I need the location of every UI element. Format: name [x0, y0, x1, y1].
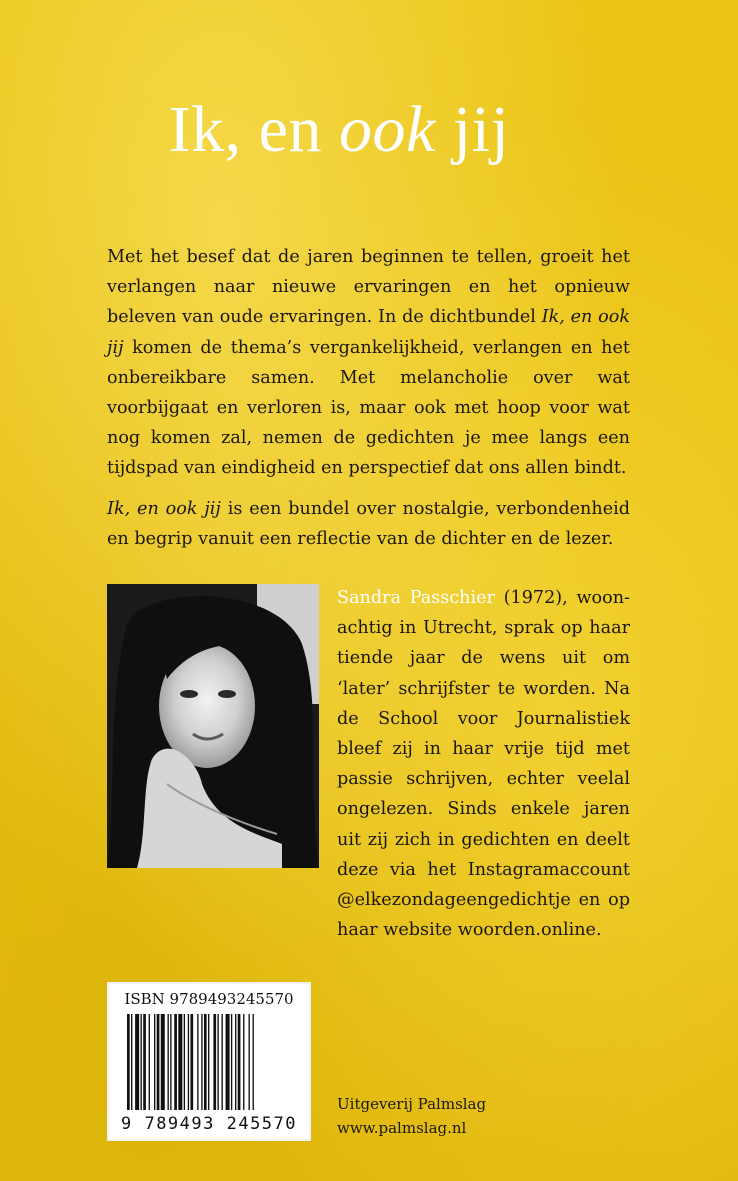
blurb-paragraph-1: [107, 242, 630, 484]
title-part-2: jij: [435, 93, 510, 166]
barcode-bar: [174, 1014, 177, 1110]
barcode-bar: [190, 1014, 193, 1110]
isbn-label: ISBN 9789493245570: [124, 990, 294, 1008]
barcode-bar: [226, 1014, 230, 1110]
publisher-info: [337, 1092, 486, 1140]
barcode-bar: [168, 1014, 169, 1110]
blurb-p2-book-title: Ik, en ook jij: [107, 499, 221, 519]
barcode-bar: [222, 1014, 223, 1110]
barcode-bar: [178, 1014, 182, 1110]
title-part-1: Ik, en: [168, 93, 339, 166]
barcode-bar: [135, 1014, 139, 1110]
barcode-bar: [161, 1014, 165, 1110]
author-name: Sandra Passchier: [337, 588, 495, 608]
barcode-bar: [143, 1014, 146, 1110]
barcode-box: [107, 982, 311, 1141]
barcode-bar: [204, 1014, 207, 1110]
barcode-bar: [235, 1014, 236, 1110]
publisher-name: Uitgeverij Palmslag: [337, 1095, 487, 1113]
blurb-paragraph-2: [107, 494, 630, 554]
barcode-bar: [231, 1014, 232, 1110]
barcode-bar: [184, 1014, 185, 1110]
title-italic: ook: [338, 93, 436, 166]
barcode-bar: [131, 1014, 132, 1110]
book-title: [0, 92, 678, 168]
barcode-bar: [201, 1014, 202, 1110]
barcode-bar: [141, 1014, 142, 1110]
author-photo: [107, 584, 319, 868]
barcode-bar: [157, 1014, 160, 1110]
publisher-website[interactable]: www.palmslag.nl: [337, 1119, 467, 1137]
blurb-p1-book-title: Ik, en ook jij: [107, 307, 630, 358]
barcode-bar: [197, 1014, 198, 1110]
author-bio-text: (1972), woonachtig in Utrecht, sprak op haar tiende jaar de wens uit om ‘later’ schrijfster te worden. Na de School voor Journalistiek bleef zij in haar vrije tijd met passie schrijven, echter veelal ongelezen. Sinds enkele jaren uit zij zich in gedichten en deelt deze via het Instagramaccount @elkezondageengedichtje en op haar website woorden.online.: [337, 588, 630, 941]
barcode-bar: [213, 1014, 216, 1110]
barcode-bar: [217, 1014, 218, 1110]
barcode-bar: [243, 1014, 244, 1110]
barcode-bar: [253, 1014, 254, 1110]
isbn-digits: 9 789493 245570: [120, 1114, 298, 1134]
barcode-bar: [249, 1014, 250, 1110]
blurb-p1-text-a: Met het besef dat de jaren beginnen te tellen, groeit het verlangen naar nieuwe ervaringen en het opnieuw beleven van oude ervaringen. In de dichtbundel: [107, 247, 630, 328]
barcode-bar: [208, 1014, 209, 1110]
barcode-bar: [188, 1014, 189, 1110]
barcode-bar: [154, 1014, 155, 1110]
barcode-bar: [238, 1014, 241, 1110]
barcode-icon: [127, 1014, 291, 1114]
barcode-bar: [149, 1014, 150, 1110]
blurb-p1-text-b: komen de thema’s vergankelijkheid, verlangen en het onbereikbare samen. Met melancholie over wat voorbijgaat en verloren is, maar ook met hoop voor wat nog komen zal, nemen de gedichten je mee langs een tijdspad van eindigheid en perspectief dat ons allen bindt.: [107, 337, 630, 479]
author-portrait-illustration: [107, 584, 319, 868]
author-bio: [337, 583, 630, 945]
blurb-p2-text: is een bundel over nostalgie, verbondenheid en begrip vanuit een reflectie van de dichter en de lezer.: [107, 499, 630, 550]
barcode-bar: [127, 1014, 130, 1110]
barcode-bar: [170, 1014, 171, 1110]
